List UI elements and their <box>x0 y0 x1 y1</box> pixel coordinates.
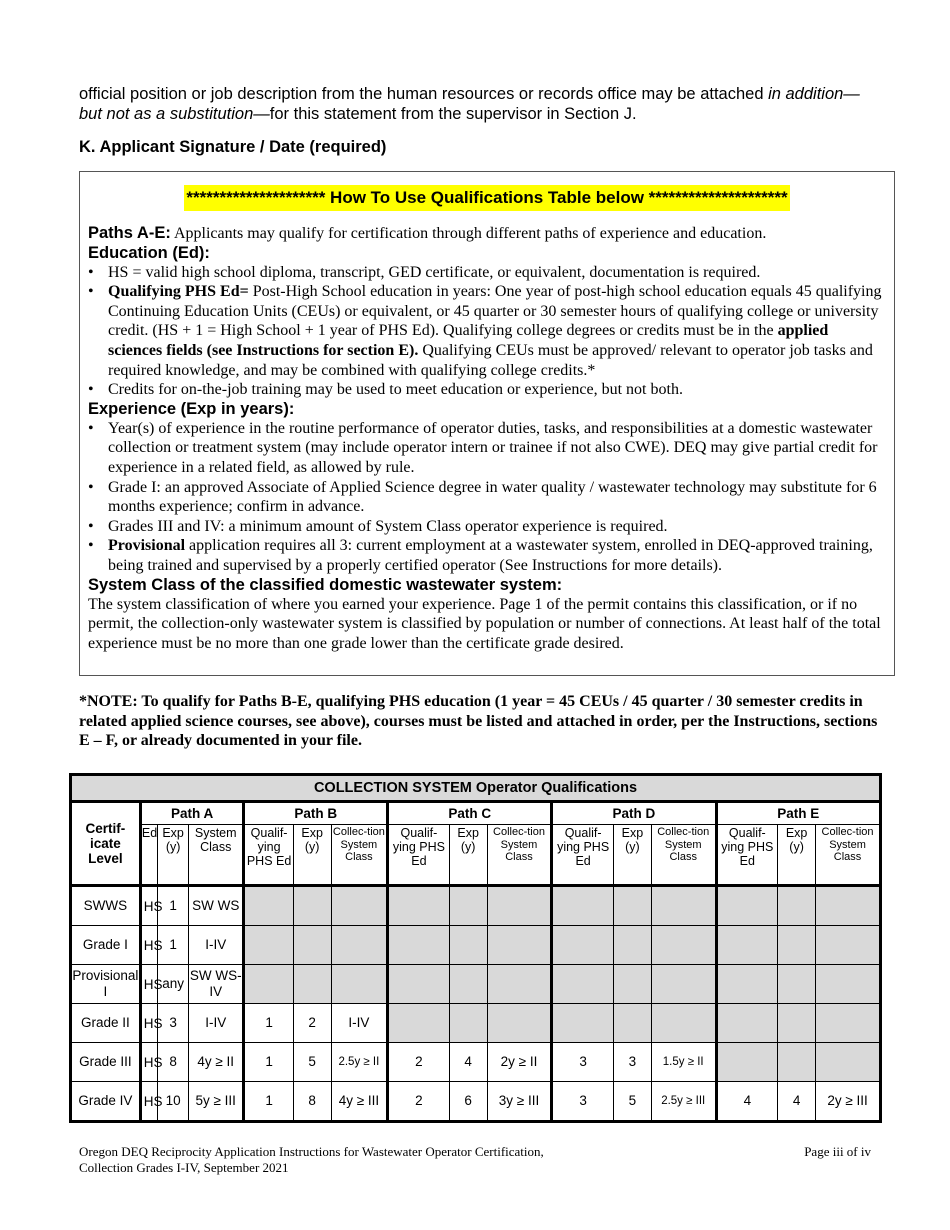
table-cell: 8 <box>158 1043 189 1082</box>
list-item: • Qualifying PHS Ed= Post-High School education in years: One year of post-high school education equals 45 qualifying Continuing Education Units (CEUs) or equivalent, or 45 quarter or 30 semester hours of qualifying college or university credit. (HS + 1 = High School + 1 year of PHS Ed). Qualifying college degrees or credits must be in the applied sciences fields (see Instructions for section E). Qualifying CEUs must be approved/ relevant to operator job tasks and required knowledge, and may be combined with qualifying college credits.* <box>108 282 883 380</box>
table-cell <box>487 965 552 1004</box>
table-cell: 2.5y ≥ III <box>651 1082 716 1122</box>
system-class-text: The system classification of where you earned your experience. Page 1 of the permit contains this classification, or if no permit, the collection-only wastewater system is classified by population or number of connections. At least half of the total experience must be no more than one grade lower than the certificate grade desired. <box>88 595 881 652</box>
path-c-header: Path C <box>388 802 552 825</box>
table-cell <box>613 886 651 926</box>
table-cell <box>552 886 614 926</box>
table-cell: HS <box>140 886 157 926</box>
table-cell <box>244 886 293 926</box>
cert-level-cell: Grade IV <box>71 1082 141 1122</box>
table-title: COLLECTION SYSTEM Operator Qualifications <box>71 775 881 802</box>
table-cell <box>449 886 487 926</box>
howto-content <box>88 224 883 653</box>
table-cell: 2 <box>388 1043 450 1082</box>
table-cell <box>778 965 816 1004</box>
footer-subtitle: Collection Grades I-IV, September 2021 <box>79 1160 289 1175</box>
col-header: Exp (y) <box>293 825 331 886</box>
col-header: Collec-tion System Class <box>331 825 387 886</box>
col-header: Ed <box>140 825 157 886</box>
table-cell <box>388 965 450 1004</box>
table-cell <box>552 1004 614 1043</box>
path-a-header: Path A <box>140 802 244 825</box>
table-cell <box>331 965 387 1004</box>
table-cell: HS <box>140 926 157 965</box>
table-cell <box>778 926 816 965</box>
table-cell: 3 <box>613 1043 651 1082</box>
table-cell <box>244 926 293 965</box>
cert-level-cell: Grade II <box>71 1004 141 1043</box>
experience-heading: Experience (Exp in years): <box>88 399 295 418</box>
col-header: Qualif-ying PHS Ed <box>716 825 778 886</box>
intro-text-italic: in addition—but not as a substitution— <box>79 85 860 123</box>
paths-label: Paths A-E: <box>88 224 171 242</box>
intro-text-a: official position or job description from the human resources or records office may be attached <box>79 85 769 103</box>
table-cell <box>716 965 778 1004</box>
table-cell: 1 <box>158 926 189 965</box>
list-item: • Year(s) of experience in the routine performance of operator duties, tasks, and responsibilities at a domestic wastewater collection or treatment system (may include operator intern or trainee if not also CWE). DEQ may give partial credit for experience in a related field, as allowed by rule. <box>108 419 883 478</box>
cert-level-cell: SWWS <box>71 886 141 926</box>
table-cell <box>778 1043 816 1082</box>
intro-text-b: for this statement from the supervisor in Section J. <box>269 105 637 123</box>
table-cell: 4 <box>778 1082 816 1122</box>
list-item: • Grade I: an approved Associate of Applied Science degree in water quality / wastewater technology may substitute for 6 months experience; confirm in advance. <box>108 478 883 517</box>
table-cell: 3 <box>158 1004 189 1043</box>
table-cell <box>816 1004 881 1043</box>
table-cell <box>552 965 614 1004</box>
table-cell: 1 <box>158 886 189 926</box>
table-cell: 4 <box>716 1082 778 1122</box>
table-cell <box>449 926 487 965</box>
table-cell: I-IV <box>189 926 244 965</box>
table-cell <box>716 1004 778 1043</box>
list-item: • Credits for on-the-job training may be used to meet education or experience, but not both. <box>108 380 883 400</box>
table-cell <box>816 1043 881 1082</box>
table-cell <box>816 926 881 965</box>
col-header: System Class <box>189 825 244 886</box>
col-header: Qualif-ying PHS Ed <box>552 825 614 886</box>
col-header: Qualif-ying PHS Ed <box>388 825 450 886</box>
table-cell <box>613 965 651 1004</box>
qualifications-table <box>69 773 882 1123</box>
table-cell: 8 <box>293 1082 331 1122</box>
page-number: Page iii of iv <box>804 1144 871 1159</box>
table-cell: 2 <box>293 1004 331 1043</box>
table-cell: 6 <box>449 1082 487 1122</box>
col-header: Exp (y) <box>613 825 651 886</box>
table-cell <box>293 926 331 965</box>
table-cell: 4y ≥ II <box>189 1043 244 1082</box>
table-cell: 5 <box>613 1082 651 1122</box>
table-cell: HS <box>140 965 157 1004</box>
table-cell <box>651 926 716 965</box>
howto-banner: ********************* How To Use Qualifications Table below ********************* <box>184 185 789 211</box>
table-cell <box>388 886 450 926</box>
list-item: • Grades III and IV: a minimum amount of System Class operator experience is required. <box>108 517 883 537</box>
table-cell: 5y ≥ III <box>189 1082 244 1122</box>
table-cell <box>293 886 331 926</box>
path-d-header: Path D <box>552 802 716 825</box>
table-row <box>71 926 881 965</box>
table-cell: SW WS <box>189 886 244 926</box>
table-cell <box>487 926 552 965</box>
table-cell <box>778 886 816 926</box>
table-cell <box>388 1004 450 1043</box>
col-header: Exp (y) <box>449 825 487 886</box>
cert-level-cell: Provisional I <box>71 965 141 1004</box>
table-cell <box>651 1004 716 1043</box>
table-row <box>71 1082 881 1122</box>
col-header: Exp (y) <box>778 825 816 886</box>
path-b-header: Path B <box>244 802 388 825</box>
col-header: Exp (y) <box>158 825 189 886</box>
table-cell <box>331 926 387 965</box>
table-cell: HS <box>140 1004 157 1043</box>
table-cell <box>487 1004 552 1043</box>
table-cell: 1 <box>244 1082 293 1122</box>
col-header: Collec-tion System Class <box>487 825 552 886</box>
table-cell <box>293 965 331 1004</box>
table-cell <box>244 965 293 1004</box>
cert-level-cell: Grade III <box>71 1043 141 1082</box>
table-cell <box>816 965 881 1004</box>
table-cell: 5 <box>293 1043 331 1082</box>
table-cell <box>487 886 552 926</box>
howto-box <box>79 171 895 676</box>
education-heading: Education (Ed): <box>88 243 210 262</box>
table-cell <box>651 965 716 1004</box>
footer-title: Oregon DEQ Reciprocity Application Instructions for Wastewater Operator Certification, <box>79 1144 544 1159</box>
paths-note: *NOTE: To qualify for Paths B-E, qualifying PHS education (1 year = 45 CEUs / 45 quarter / 30 semester credits in related applied science courses, see above), courses must be listed and attached in order, per the Instructions, sections E – F, or already documented in your file. <box>79 693 878 750</box>
table-cell: 1 <box>244 1043 293 1082</box>
table-cell <box>778 1004 816 1043</box>
table-row <box>71 1043 881 1082</box>
table-cell: 2y ≥ III <box>816 1082 881 1122</box>
section-k-heading: K. Applicant Signature / Date (required) <box>79 138 387 156</box>
table-cell: any <box>158 965 189 1004</box>
table-cell: 3y ≥ III <box>487 1082 552 1122</box>
table-cell <box>388 926 450 965</box>
table-cell <box>331 886 387 926</box>
paths-text: Applicants may qualify for certification through different paths of experience and education. <box>170 225 767 242</box>
education-list <box>88 263 883 400</box>
col-header: Collec-tion System Class <box>816 825 881 886</box>
table-cell <box>816 886 881 926</box>
table-cell <box>716 886 778 926</box>
table-cell <box>716 926 778 965</box>
table-cell <box>552 926 614 965</box>
table-row <box>71 886 881 926</box>
table-cell: HS <box>140 1082 157 1122</box>
table-cell <box>716 1043 778 1082</box>
table-cell: 2y ≥ II <box>487 1043 552 1082</box>
system-class-heading: System Class of the classified domestic wastewater system: <box>88 575 563 594</box>
list-item: • HS = valid high school diploma, transcript, GED certificate, or equivalent, documentation is required. <box>108 263 883 283</box>
col-header: Qualif-ying PHS Ed <box>244 825 293 886</box>
footer-left <box>79 1144 544 1176</box>
table-cell: I-IV <box>331 1004 387 1043</box>
table-cell <box>449 1004 487 1043</box>
table-row <box>71 965 881 1004</box>
table-cell: 10 <box>158 1082 189 1122</box>
table-cell <box>651 886 716 926</box>
table-cell: 4y ≥ III <box>331 1082 387 1122</box>
table-cell: 3 <box>552 1082 614 1122</box>
table-cell: HS <box>140 1043 157 1082</box>
table-cell: 1 <box>244 1004 293 1043</box>
experience-list <box>88 419 883 576</box>
table-cell <box>613 1004 651 1043</box>
list-item: • Provisional application requires all 3: current employment at a wastewater system, enrolled in DEQ-approved training, being trained and supervised by a properly certified operator (See Instructions for more details). <box>108 536 883 575</box>
table-cell: 3 <box>552 1043 614 1082</box>
table-cell: 4 <box>449 1043 487 1082</box>
table-cell: 2 <box>388 1082 450 1122</box>
intro-paragraph <box>79 84 879 124</box>
table-cell: SW WS-IV <box>189 965 244 1004</box>
col-header: Collec-tion System Class <box>651 825 716 886</box>
table-cell <box>613 926 651 965</box>
table-cell <box>449 965 487 1004</box>
table-cell: 2.5y ≥ II <box>331 1043 387 1082</box>
table-row <box>71 1004 881 1043</box>
cert-level-header: Certif-icate Level <box>71 802 141 886</box>
path-e-header: Path E <box>716 802 880 825</box>
table-cell: 1.5y ≥ II <box>651 1043 716 1082</box>
table-cell: I-IV <box>189 1004 244 1043</box>
cert-level-cell: Grade I <box>71 926 141 965</box>
